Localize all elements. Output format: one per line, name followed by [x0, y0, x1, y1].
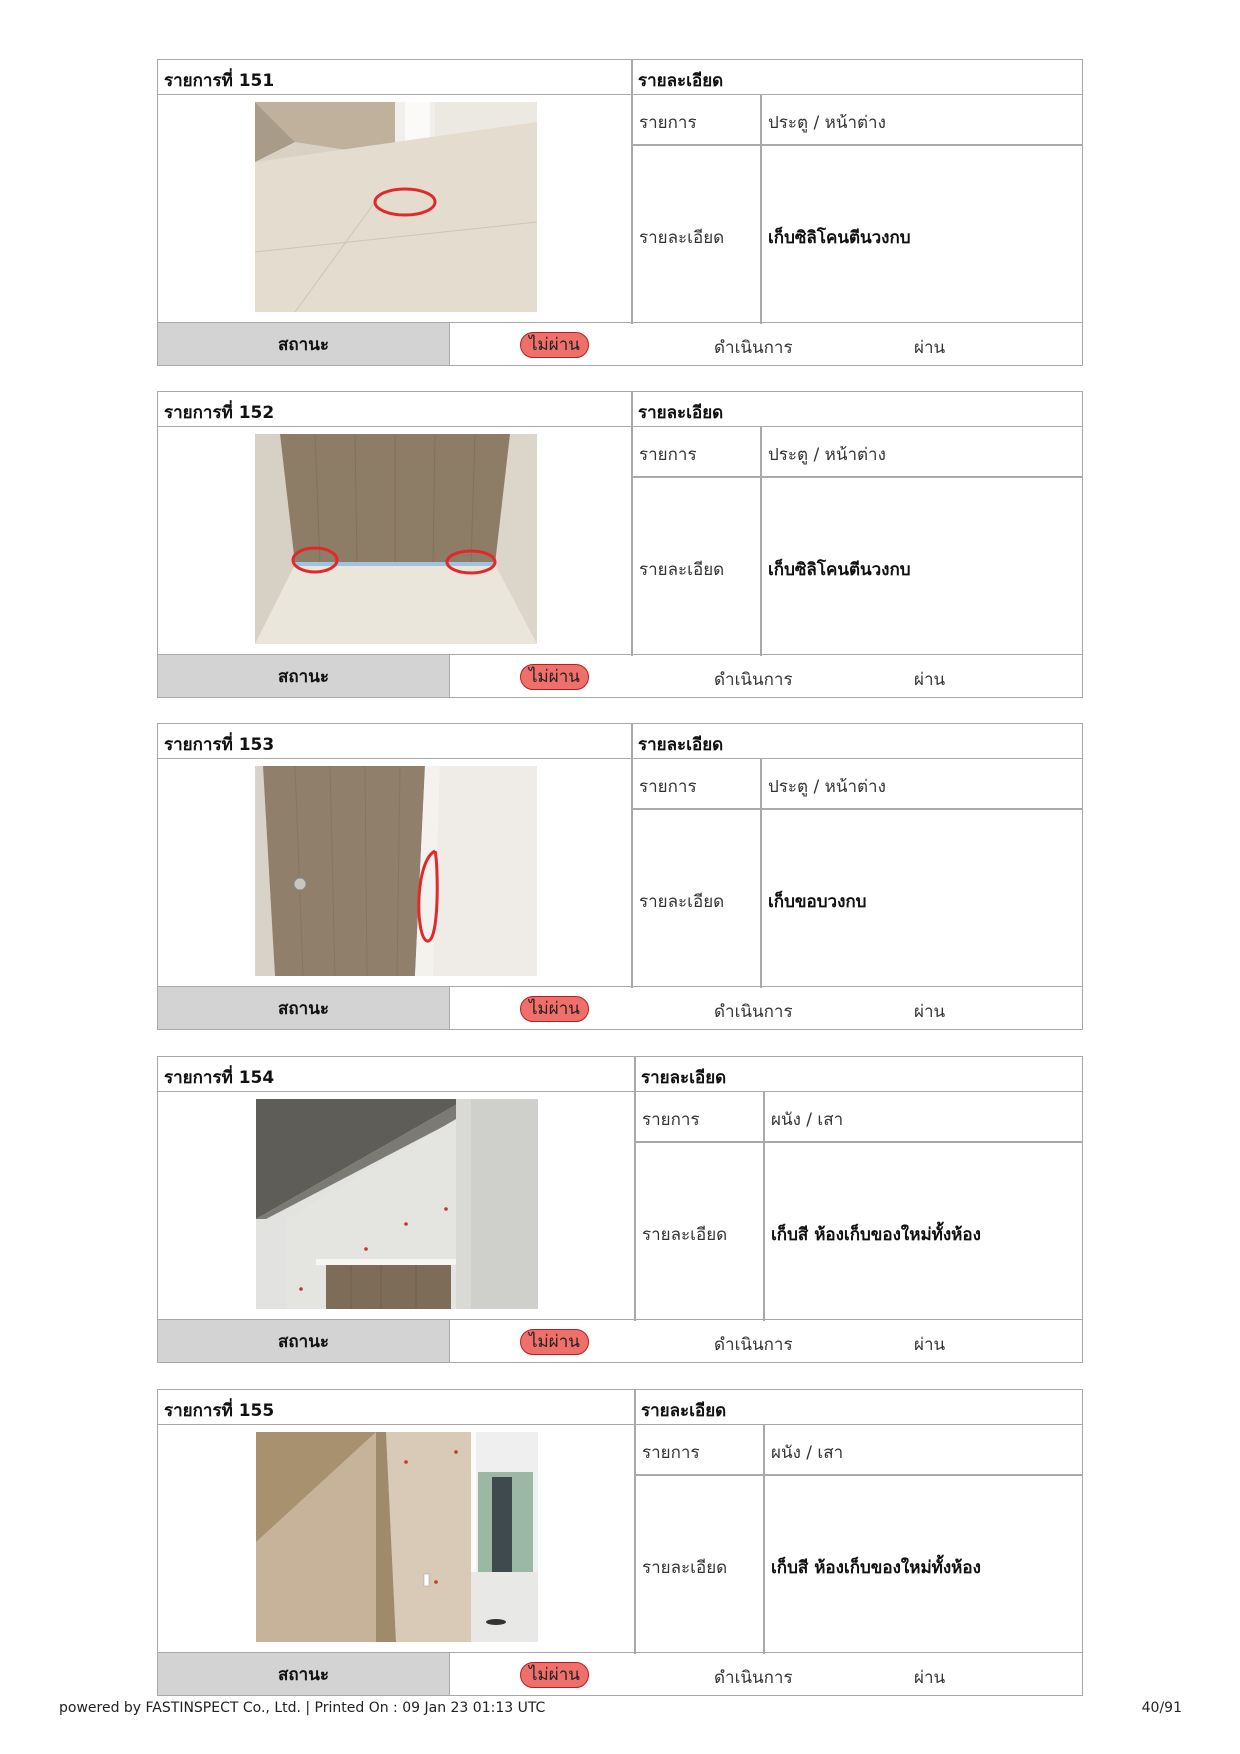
detail-header: รายละเอียด [638, 71, 724, 91]
item-label: รายการ [639, 445, 697, 465]
item-label: รายการ [642, 1110, 700, 1130]
inspection-photo[interactable] [255, 102, 537, 312]
status-fail-option[interactable]: ไม่ผ่าน [520, 332, 589, 358]
status-label: สถานะ [158, 655, 450, 697]
detail-header: รายละเอียด [638, 735, 724, 755]
inspection-card-152 [157, 391, 1083, 698]
status-row [158, 986, 1082, 1029]
status-label: สถานะ [158, 323, 450, 365]
status-fail-option[interactable]: ไม่ผ่าน [520, 996, 589, 1022]
item-detail: เก็บขอบวงกบ [768, 892, 867, 912]
status-row [158, 322, 1082, 365]
inspection-photo[interactable] [255, 766, 537, 976]
status-in-progress-option[interactable]: ดำเนินการ [714, 1002, 793, 1022]
item-number: รายการที่ 153 [164, 735, 275, 755]
inspection-photo[interactable] [255, 434, 537, 644]
door-frame-corner-photo [255, 102, 537, 312]
status-in-progress-option[interactable]: ดำเนินการ [714, 1335, 793, 1355]
status-pass-option[interactable]: ผ่าน [914, 1335, 946, 1355]
status-pass-option[interactable]: ผ่าน [914, 670, 946, 690]
detail-header: รายละเอียด [641, 1401, 727, 1421]
status-label: สถานะ [158, 1653, 450, 1695]
item-label: รายการ [639, 777, 697, 797]
card-header [158, 724, 1082, 759]
item-label: รายการ [639, 113, 697, 133]
door-edge-photo [255, 766, 537, 976]
item-number: รายการที่ 152 [164, 403, 275, 423]
item-category: ประตู / หน้าต่าง [768, 113, 886, 133]
status-fail-option[interactable]: ไม่ผ่าน [520, 1662, 589, 1688]
status-in-progress-option[interactable]: ดำเนินการ [714, 1668, 793, 1688]
item-number: รายการที่ 155 [164, 1401, 275, 1421]
inspection-photo[interactable] [256, 1432, 538, 1642]
item-number: รายการที่ 151 [164, 71, 275, 91]
card-header [158, 392, 1082, 427]
detail-label: รายละเอียด [639, 228, 725, 248]
status-row [158, 1319, 1082, 1362]
inspection-card-153 [157, 723, 1083, 1030]
item-category: ผนัง / เสา [771, 1443, 844, 1463]
card-header [158, 1057, 1082, 1092]
item-detail: เก็บสี ห้องเก็บของใหม่ทั้งห้อง [771, 1225, 981, 1245]
item-detail: เก็บสี ห้องเก็บของใหม่ทั้งห้อง [771, 1558, 981, 1578]
item-label: รายการ [642, 1443, 700, 1463]
inspection-card-155 [157, 1389, 1083, 1696]
inspection-card-151 [157, 59, 1083, 366]
detail-label: รายละเอียด [639, 892, 725, 912]
storage-wall-photo [256, 1099, 538, 1309]
card-header [158, 1390, 1082, 1425]
storage-room-photo [256, 1432, 538, 1642]
item-number: รายการที่ 154 [164, 1068, 275, 1088]
status-fail-option[interactable]: ไม่ผ่าน [520, 1329, 589, 1355]
inspection-card-154 [157, 1056, 1083, 1363]
status-fail-option[interactable]: ไม่ผ่าน [520, 664, 589, 690]
status-pass-option[interactable]: ผ่าน [914, 338, 946, 358]
detail-label: รายละเอียด [639, 560, 725, 580]
footer-powered-by: powered by FASTINSPECT Co., Ltd. | Printed On : 09 Jan 23 01:13 UTC [59, 1700, 546, 1716]
item-category: ผนัง / เสา [771, 1110, 844, 1130]
status-row [158, 1652, 1082, 1695]
card-header [158, 60, 1082, 95]
item-category: ประตู / หน้าต่าง [768, 445, 886, 465]
detail-label: รายละเอียด [642, 1225, 728, 1245]
status-pass-option[interactable]: ผ่าน [914, 1002, 946, 1022]
item-detail: เก็บซิลิโคนตีนวงกบ [768, 560, 911, 580]
footer-page-number: 40/91 [1141, 1700, 1182, 1716]
inspection-photo[interactable] [256, 1099, 538, 1309]
status-pass-option[interactable]: ผ่าน [914, 1668, 946, 1688]
detail-header: รายละเอียด [638, 403, 724, 423]
detail-label: รายละเอียด [642, 1558, 728, 1578]
door-bottom-photo [255, 434, 537, 644]
status-row [158, 654, 1082, 697]
item-detail: เก็บซิลิโคนตีนวงกบ [768, 228, 911, 248]
status-label: สถานะ [158, 1320, 450, 1362]
detail-header: รายละเอียด [641, 1068, 727, 1088]
status-in-progress-option[interactable]: ดำเนินการ [714, 670, 793, 690]
status-label: สถานะ [158, 987, 450, 1029]
item-category: ประตู / หน้าต่าง [768, 777, 886, 797]
status-in-progress-option[interactable]: ดำเนินการ [714, 338, 793, 358]
